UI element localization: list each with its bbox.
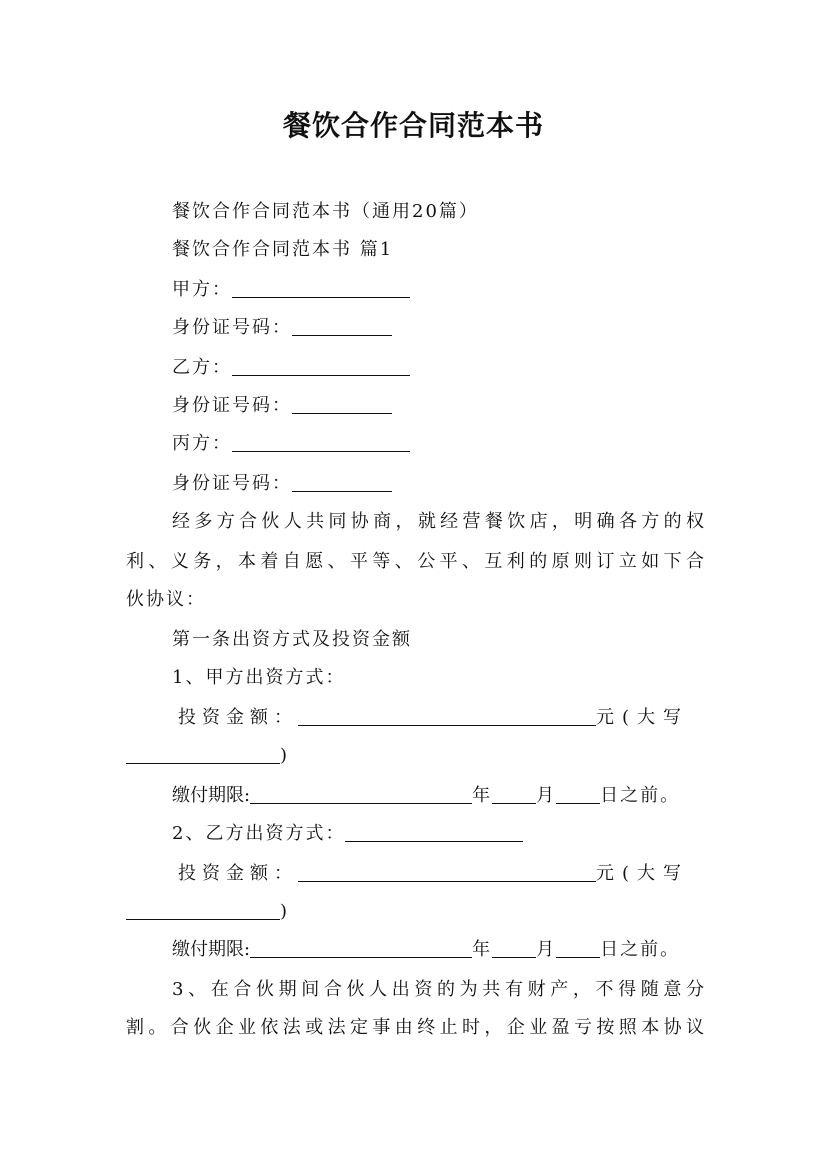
pay-month-blank-1 [492,785,536,804]
yuan-label-1: 元(大写 [596,707,690,728]
pay-line-2 [172,938,706,962]
paren-close-1: ) [280,745,290,766]
day-before-1: 日之前。 [600,785,681,806]
id-a-blank [292,317,392,336]
amount-blank-1 [298,707,596,726]
party-c-label: 丙方： [172,433,232,454]
item-3-line-2: 割。合伙企业依法或法定事由终止时，企业盈亏按照本协议 [126,1017,706,1038]
capital-blank-1 [126,745,280,764]
party-c-line [172,432,706,456]
section-heading: 餐饮合作合同范本书 篇1 [172,239,394,260]
pay-month-blank-2 [492,939,536,958]
intro-line-1: 经多方合伙人共同协商，就经营餐饮店，明确各方的权 [172,511,706,532]
amount-line-2 [172,862,706,886]
party-c-blank [232,433,410,452]
id-c-label: 身份证号码： [172,473,292,494]
intro-line-2: 利、义务，本着自愿、平等、公平、互利的原则订立如下合 [126,551,706,572]
pay-line-1 [172,784,706,808]
party-b-label: 乙方： [172,357,232,378]
id-b-label: 身份证号码： [172,395,292,416]
party-a-line [172,278,706,302]
day-before-2: 日之前。 [600,939,681,960]
item-2-blank [345,823,523,842]
amount-cont-1 [126,744,706,768]
month-2: 月 [536,939,557,960]
item-2-line [172,822,706,846]
party-a-label: 甲方： [172,279,232,300]
year-2: 年 [472,939,493,960]
item-1: 1、甲方出资方式： [172,667,346,688]
paren-close-2: ) [280,901,290,922]
month-1: 月 [536,785,557,806]
id-a-label: 身份证号码： [172,317,292,338]
pay-year-blank-2 [250,939,472,958]
id-b-line [172,394,706,418]
party-a-blank [232,279,410,298]
pay-year-blank-1 [250,785,472,804]
year-1: 年 [472,785,493,806]
amount-blank-2 [298,863,596,882]
document-subtitle: 餐饮合作合同范本书（通用20篇） [172,201,479,222]
id-c-line [172,472,706,496]
amount-label-2: 投资金额： [178,863,298,884]
amount-line-1 [172,706,706,730]
yuan-label-2: 元(大写 [596,863,690,884]
pay-day-blank-1 [556,785,600,804]
id-c-blank [292,473,392,492]
party-b-blank [232,357,410,376]
pay-day-blank-2 [556,939,600,958]
item-2: 2、乙方出资方式： [172,823,346,844]
pay-label-1: 缴付期限: [172,785,251,806]
amount-label-1: 投资金额： [178,707,298,728]
intro-line-3: 伙协议： [126,589,206,610]
item-3-line-1: 3、在合伙期间合伙人出资的为共有财产，不得随意分 [172,979,706,1000]
amount-cont-2 [126,900,706,924]
article-1-heading: 第一条出资方式及投资金额 [172,629,412,650]
id-a-line [172,316,706,340]
capital-blank-2 [126,901,280,920]
party-b-line [172,356,706,380]
document-title: 餐饮合作合同范本书 [282,109,544,142]
id-b-blank [292,395,392,414]
pay-label-2: 缴付期限: [172,939,251,960]
